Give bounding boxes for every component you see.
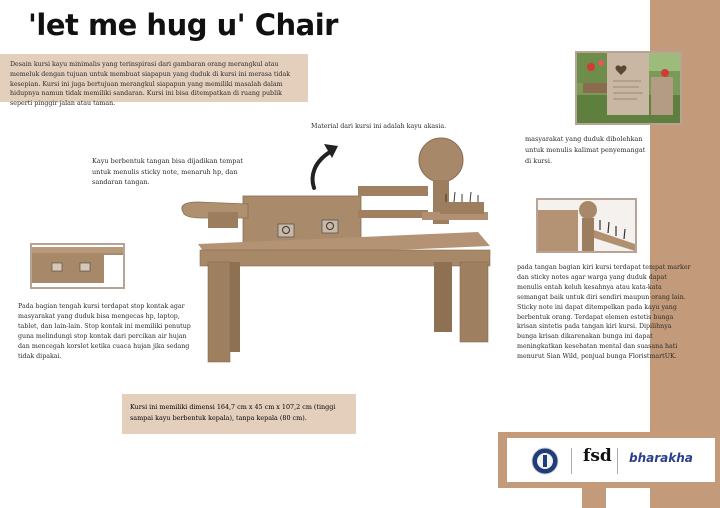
dimensions-box: Kursi ini memiliki dimensi 164,7 cm x 45 cm x 107,2 cm (tinggi sampai kayu berbentuk kepala), tanpa kepala (80 cm). <box>122 394 356 434</box>
bharakha-logo: bharakha <box>629 451 693 465</box>
flower-armrest-illustration <box>538 200 635 251</box>
photo-illustration <box>577 53 680 123</box>
divider-1 <box>571 448 572 474</box>
fsd-logo: fsd <box>583 446 612 466</box>
university-seal-icon <box>531 447 559 475</box>
photo-flower-armrest <box>536 198 637 253</box>
socket-detail-illustration <box>32 245 123 287</box>
intro-description: Desain kursi kayu minimalis yang terinspirasi dari gambaran orang merangkul atau memeluk dengan tujuan untuk membuat siapapun yang duduk di kursi ini merasa tidak kesepian. Kursi ini juga bertujuan merangkul siapapun yang memiliki masalah dalam hidupnya namun tidak memiliki sandaran. Kursi ini bisa ditempatkan di ruang publik seperti pinggir jalan atau taman. <box>0 54 308 102</box>
logo-frame-post <box>582 488 606 508</box>
photo-chair-outdoor <box>575 51 682 125</box>
socket-text: Pada bagian tengah kursi terdapat stop kontak agar masyarakat yang duduk bisa mengecas hp, laptop, tablet, dan lain-lain. Stop kontak ini memiliki penutup guna melindungi stop kontak dari percikan air hujan dan mencegah korslet ketika cuaca hujan jika sedang tidak dipakai. <box>18 303 191 360</box>
armrest-text: Kayu berbentuk tangan bisa dijadikan tempat untuk menulis sticky note, menaruh hp, dan sandaran tangan. <box>92 157 243 186</box>
page-title: 'let me hug u' Chair <box>28 8 338 42</box>
material-text: Material dari kursi ini adalah kayu akasia. <box>311 123 447 130</box>
divider-2 <box>617 448 618 474</box>
chair-illustration <box>178 132 498 367</box>
photo-socket-detail <box>30 243 125 289</box>
left-hand-text: pada tangan bagian kiri kursi terdapat tempat marker dan sticky notes agar warga yang duduk dapat menulis entah keluh kesahnya atau kata-kata semangat baik untuk diri sendiri maupun orang lain. Sticky note ini dapat ditempelkan pada kayu yang berbentuk orang. Terdapat elemen estetis bunga krisan sintetis pada tangan kiri kursi. Dipilihnya bunga krisan dikarenakan bunga ini dapat meningkatkan kesehatan mental dan suasana hati menurut Sian Wild, penjual bunga FloristmartUK. <box>517 264 691 361</box>
logo-panel <box>507 438 715 482</box>
writing-note-text: masyarakat yang duduk dibolehkan untuk menulis kalimat penyemangat di kursi. <box>525 135 646 165</box>
